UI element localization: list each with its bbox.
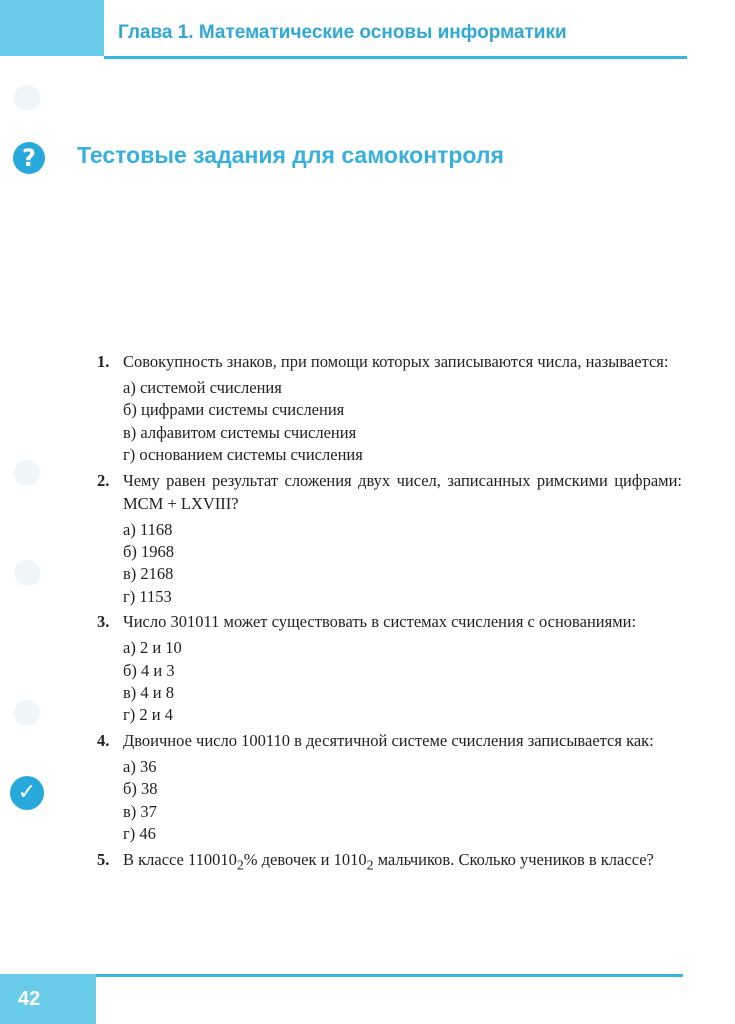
- answer-option: г) 1153: [123, 586, 172, 606]
- answer-option: а) 2 и 10: [123, 638, 182, 658]
- question-text-part: % девочек и 1010: [243, 849, 367, 869]
- subscript-base: 2: [366, 856, 374, 872]
- answer-option: а) 1168: [123, 519, 173, 539]
- page-number: 42: [18, 988, 41, 1010]
- answer-option: а) системой счисления: [123, 378, 282, 397]
- question-number: 3.: [97, 612, 110, 632]
- header-color-block: [0, 0, 104, 56]
- question-number: 4.: [97, 730, 110, 750]
- footer-color-block: [0, 974, 96, 1024]
- question-2: [97, 469, 682, 609]
- question-text-part: мальчиков. Сколько учеников в классе?: [373, 849, 654, 869]
- question-5: [97, 848, 682, 876]
- question-text: Число 301011 может существовать в системах счисления с основаниями:: [123, 612, 637, 632]
- answer-option: в) 2168: [123, 564, 174, 584]
- watermark-decoration: [14, 700, 40, 726]
- question-4: [97, 729, 682, 846]
- answer-option: г) 2 и 4: [123, 705, 173, 725]
- question-3: [97, 610, 682, 727]
- answer-option: б) 1968: [123, 542, 175, 562]
- watermark-decoration: [14, 560, 40, 586]
- answer-option: в) алфавитом системы счисления: [123, 422, 357, 442]
- question-number: 5.: [97, 849, 110, 869]
- header-divider: [104, 56, 687, 59]
- answer-option: г) основанием системы счисления: [123, 445, 363, 465]
- question-1: [97, 350, 682, 467]
- question-text-part: В классе 110010: [123, 849, 237, 869]
- footer-divider: [96, 974, 683, 977]
- question-number: 1.: [97, 352, 110, 371]
- chapter-title: Глава 1. Математические основы информатики: [118, 22, 567, 43]
- question-icon: ?: [13, 142, 45, 174]
- answer-option: б) цифрами системы счисления: [123, 400, 345, 420]
- question-text: [123, 848, 682, 876]
- watermark-decoration: [14, 460, 40, 486]
- answer-option: а) 36: [123, 756, 157, 776]
- watermark-decoration: [14, 85, 40, 111]
- section-title: Тестовые задания для самоконтроля: [77, 142, 504, 168]
- answer-option: в) 4 и 8: [123, 683, 174, 703]
- answer-option: б) 38: [123, 779, 158, 799]
- check-icon: ✓: [10, 776, 44, 810]
- question-text: Двоичное число 100110 в десятичной системе счисления записывается как:: [123, 730, 654, 750]
- question-text: Совокупность знаков, при помощи которых записываются числа, называется:: [123, 352, 669, 371]
- question-text: Чему равен результат сложения двух чисел, записанных римскими цифрами: MCM + LXVIII?: [123, 470, 682, 513]
- answer-option: г) 46: [123, 824, 156, 844]
- answer-option: б) 4 и 3: [123, 660, 175, 680]
- question-number: 2.: [97, 470, 110, 490]
- question-list: [97, 350, 682, 878]
- subscript-base: 2: [236, 856, 244, 872]
- answer-option: в) 37: [123, 801, 157, 821]
